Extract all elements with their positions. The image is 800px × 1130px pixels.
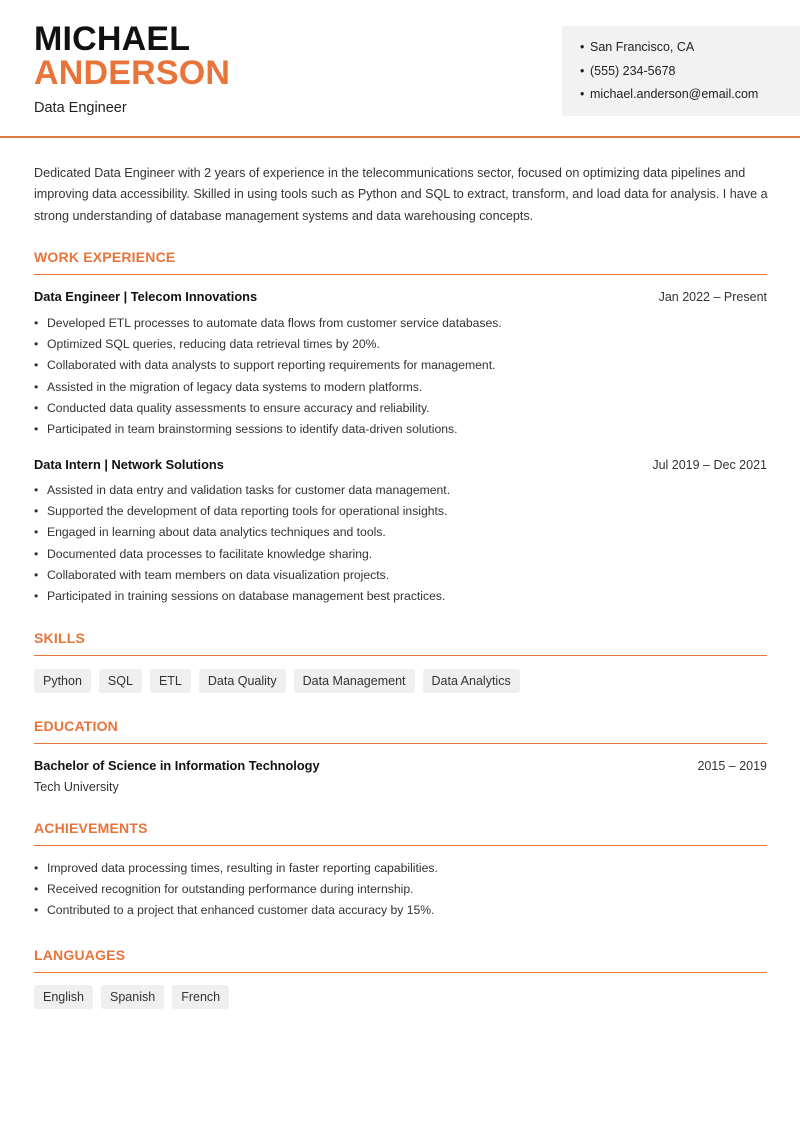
list-item: • Participated in team brainstorming sessions to identify data-driven solutions. — [34, 419, 767, 440]
section-title-languages: LANGUAGES — [34, 947, 767, 973]
skill-tag: SQL — [99, 669, 142, 693]
list-item: • Improved data processing times, resulting in faster reporting capabilities. — [34, 858, 767, 879]
section-title-education: EDUCATION — [34, 718, 767, 744]
contact-phone: • (555) 234-5678 — [580, 60, 800, 84]
list-item: • Developed ETL processes to automate data flows from customer service databases. — [34, 313, 767, 334]
degree-title: Bachelor of Science in Information Technology — [34, 758, 320, 773]
list-item: • Collaborated with data analysts to support reporting requirements for management. — [34, 355, 767, 376]
resume-header — [0, 0, 800, 138]
skill-tag: ETL — [150, 669, 191, 693]
last-name: ANDERSON — [34, 54, 231, 92]
job-title: Data Engineer — [34, 100, 127, 116]
list-item: • Collaborated with team members on data visualization projects. — [34, 565, 767, 586]
job-title-company: Data Intern | Network Solutions — [34, 457, 224, 472]
school-name: Tech University — [34, 780, 119, 794]
list-item: • Engaged in learning about data analytics techniques and tools. — [34, 522, 767, 543]
skill-tag: Data Quality — [199, 669, 286, 693]
list-item: • Conducted data quality assessments to ensure accuracy and reliability. — [34, 398, 767, 419]
language-tag: French — [172, 985, 229, 1009]
candidate-name — [34, 22, 230, 90]
job-entry-header — [34, 457, 767, 472]
job-entry-header — [34, 289, 767, 304]
summary-paragraph: Dedicated Data Engineer with 2 years of experience in the telecommunications sector, focused on optimizing data pipelines and improving data accessibility. Skilled in using tools such as Python and SQL to extract, transform, and load data for analysis. I have a strong understanding of database management systems and data warehousing concepts. — [34, 166, 768, 223]
languages-tags — [34, 985, 229, 1009]
contact-location: • San Francisco, CA — [580, 36, 800, 60]
section-title-achievements: ACHIEVEMENTS — [34, 820, 767, 846]
achievements-list — [34, 858, 767, 922]
language-tag: Spanish — [101, 985, 164, 1009]
contact-list — [562, 26, 800, 107]
skills-tags — [34, 669, 520, 693]
list-item: • Assisted in data entry and validation tasks for customer data management. — [34, 480, 767, 501]
list-item: • Received recognition for outstanding performance during internship. — [34, 879, 767, 900]
section-title-work: WORK EXPERIENCE — [34, 249, 767, 275]
job-title-company: Data Engineer | Telecom Innovations — [34, 289, 258, 304]
list-item: • Participated in training sessions on database management best practices. — [34, 586, 767, 607]
list-item: • Supported the development of data reporting tools for operational insights. — [34, 501, 767, 522]
skill-tag: Data Analytics — [423, 669, 520, 693]
first-name: MICHAEL — [34, 20, 191, 58]
list-item: • Documented data processes to facilitate knowledge sharing. — [34, 544, 767, 565]
list-item: • Optimized SQL queries, reducing data retrieval times by 20%. — [34, 334, 767, 355]
list-item: • Assisted in the migration of legacy data systems to modern platforms. — [34, 377, 767, 398]
job-bullets — [34, 313, 767, 440]
list-item: • Contributed to a project that enhanced customer data accuracy by 15%. — [34, 900, 767, 921]
job-dates: Jan 2022 – Present — [658, 290, 767, 304]
education-dates: 2015 – 2019 — [697, 759, 767, 773]
section-title-skills: SKILLS — [34, 630, 767, 656]
job-bullets — [34, 480, 767, 607]
job-dates: Jul 2019 – Dec 2021 — [652, 458, 767, 472]
language-tag: English — [34, 985, 93, 1009]
education-entry-header — [34, 758, 767, 773]
contact-box — [562, 26, 800, 116]
skill-tag: Data Management — [294, 669, 415, 693]
skill-tag: Python — [34, 669, 91, 693]
contact-email: • michael.anderson@email.com — [580, 83, 800, 107]
